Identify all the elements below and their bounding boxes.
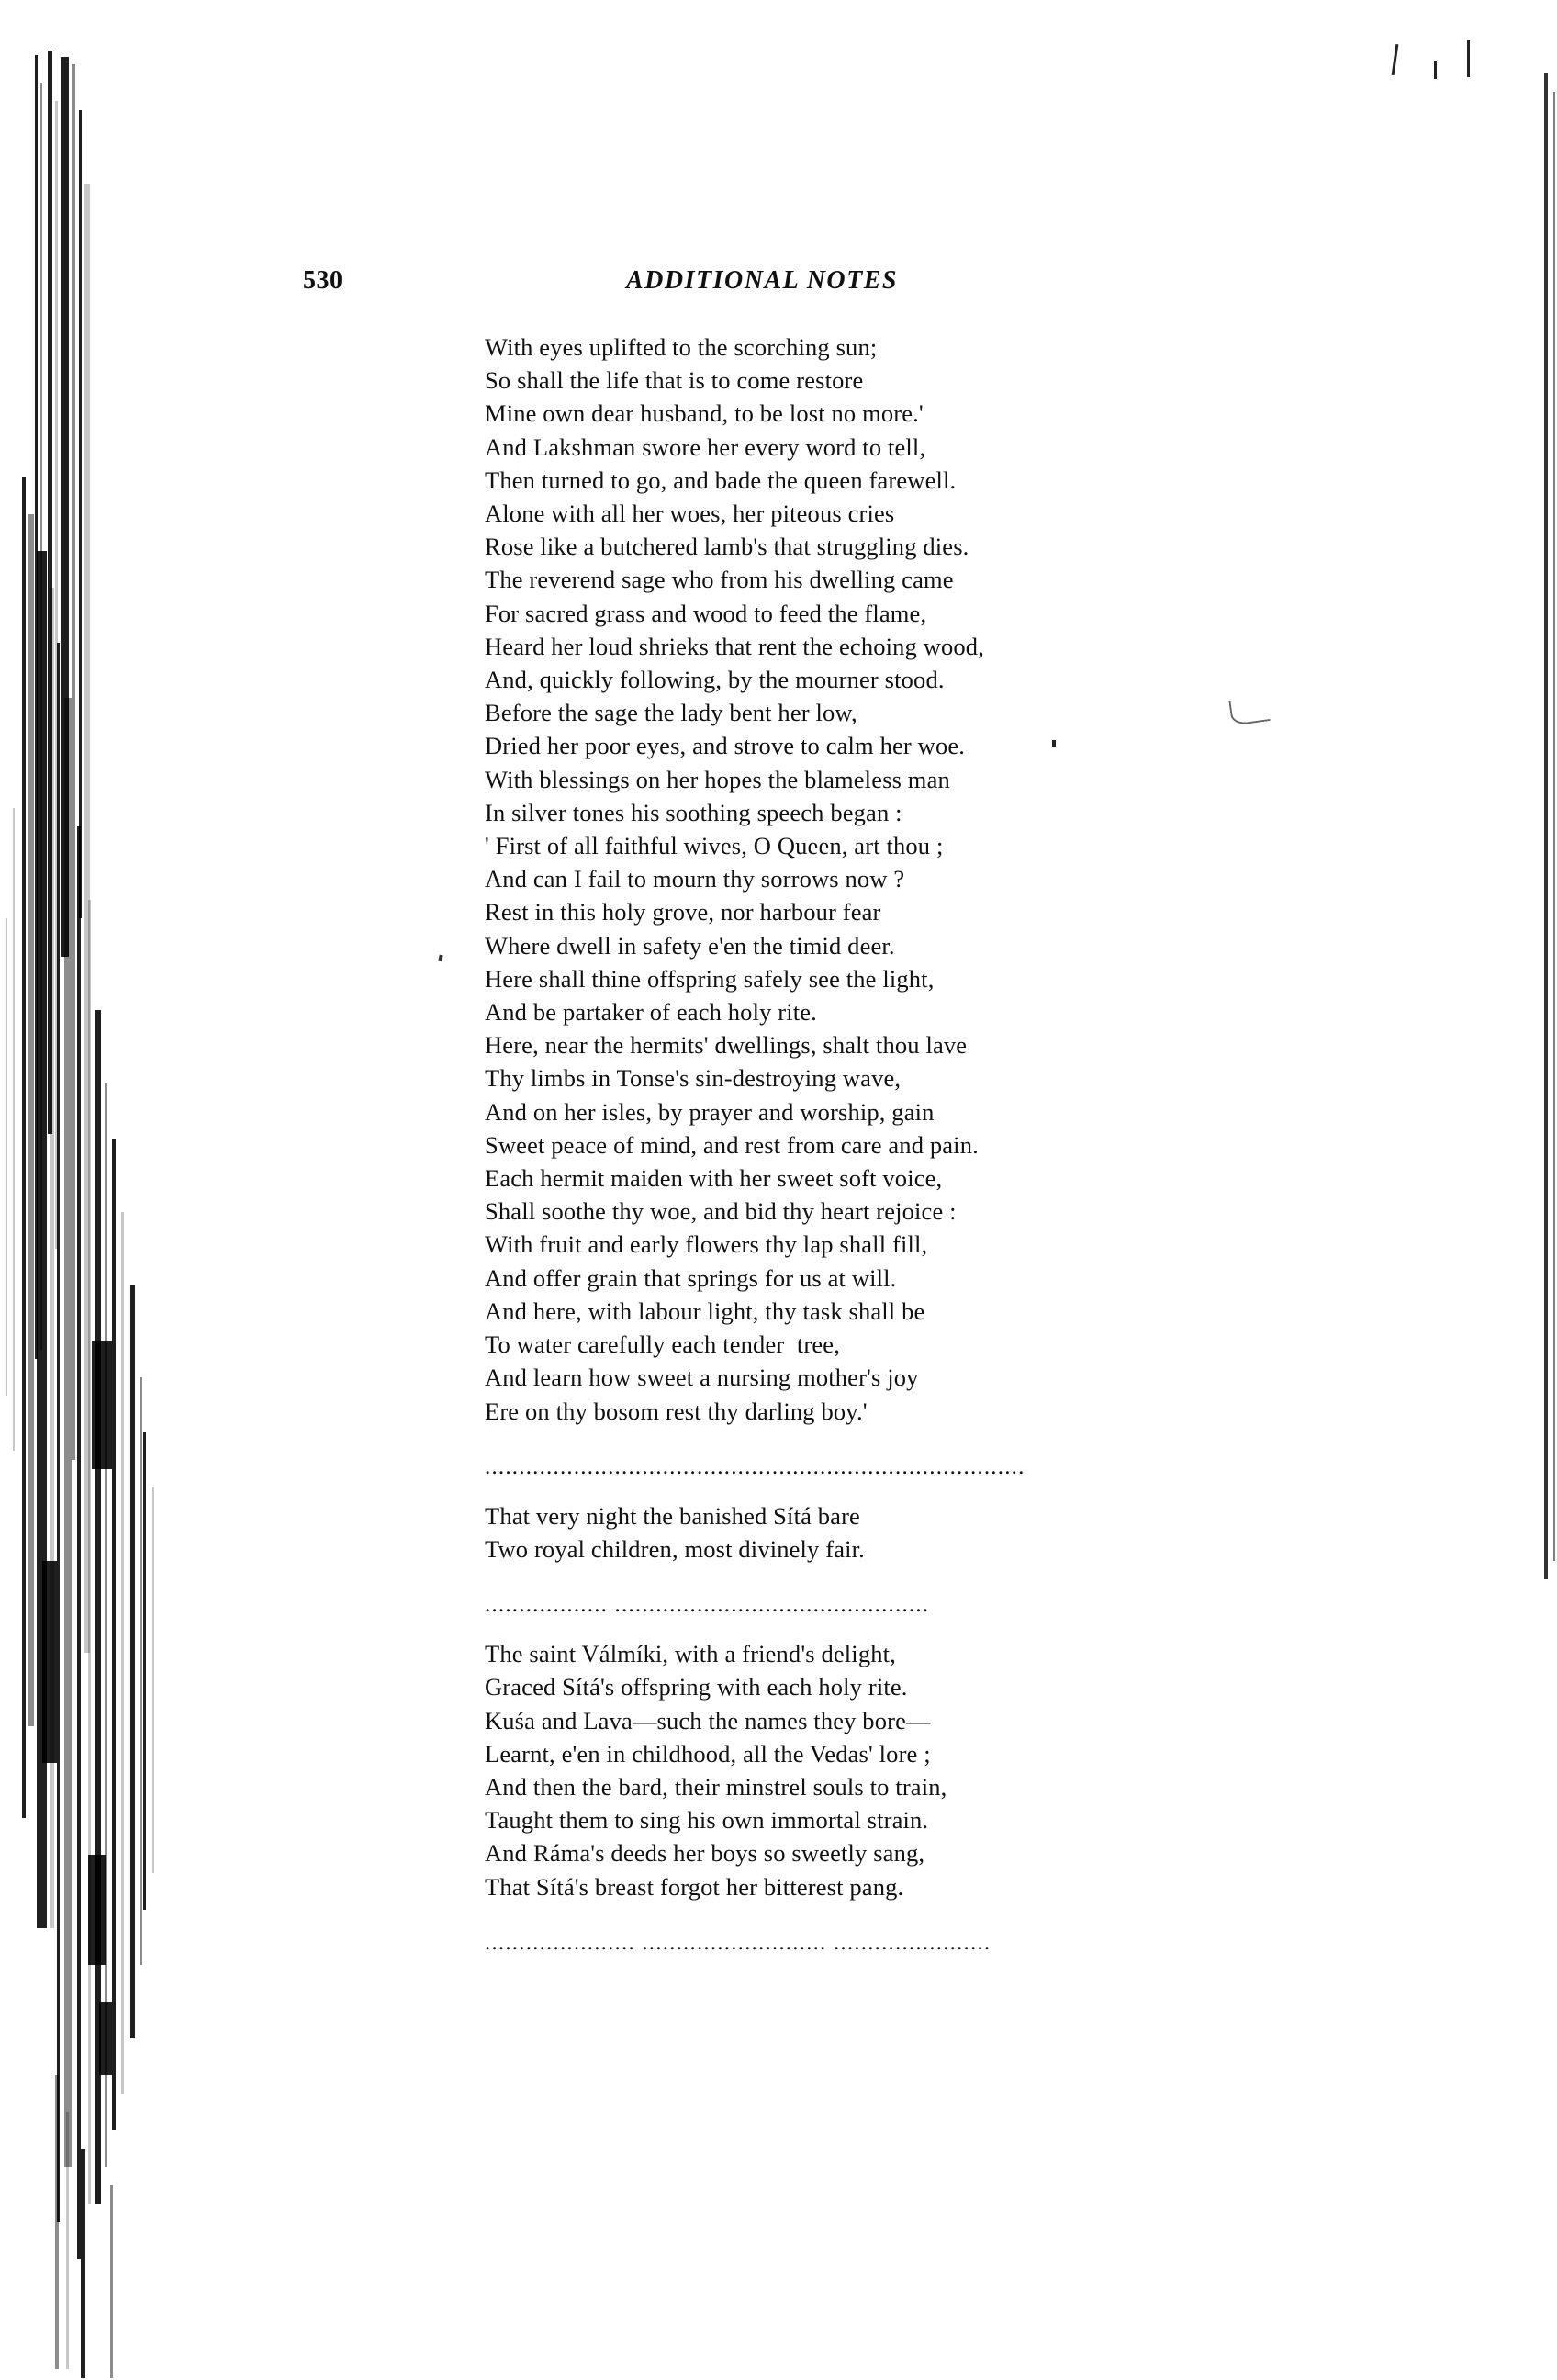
page-number: 530	[303, 266, 343, 295]
verse-line: And Ráma's deeds her boys so sweetly sang,	[485, 1839, 925, 1868]
verse-line: Two royal children, most divinely fair.	[485, 1534, 865, 1563]
verse-line: Before the sage the lady bent her low,	[485, 699, 857, 727]
verse-line: Thy limbs in Tonse's sin-destroying wave,	[485, 1064, 902, 1093]
verse-line: Alone with all her woes, her piteous cries	[485, 500, 895, 528]
verse-line: Ere on thy bosom rest thy darling boy.'	[485, 1397, 868, 1425]
verse-line: Heard her loud shrieks that rent the echoing wood,	[485, 632, 984, 660]
verse-line: Rest in this holy grove, nor harbour fear	[485, 898, 881, 926]
page-header	[303, 266, 1221, 303]
verse-line: And offer grain that springs for us at will.	[485, 1263, 897, 1292]
verse-line: With eyes uplifted to the scorching sun;	[485, 333, 878, 361]
ellipsis-rule: ...................... ........................... .......................	[485, 1929, 991, 1955]
verse-line: And, quickly following, by the mourner stood.	[485, 666, 945, 694]
verse-line: For sacred grass and wood to feed the flame,	[485, 599, 927, 627]
ellipsis-rule: .................. ..............................................	[485, 1592, 930, 1618]
running-head: ADDITIONAL NOTES	[626, 266, 898, 295]
verse-line: With fruit and early flowers thy lap shall fill,	[485, 1230, 928, 1259]
verse-line: So shall the life that is to come restore	[485, 366, 864, 395]
verse-line: That Sítá's breast forgot her bitterest pang.	[485, 1872, 904, 1901]
stanza-first	[485, 331, 1293, 1428]
verse-line: With blessings on her hopes the blameless man	[485, 765, 950, 793]
verse-line: Rose like a butchered lamb's that struggling dies.	[485, 533, 969, 561]
stray-ink-mark	[1052, 740, 1056, 747]
verse-line: And learn how sweet a nursing mother's joy	[485, 1364, 919, 1392]
verse-line: Where dwell in safety e'en the timid deer.	[485, 931, 895, 960]
verse-line: And then the bard, their minstrel souls to train,	[485, 1772, 947, 1801]
stanza-third	[485, 1637, 1293, 1903]
verse-line: Dried her poor eyes, and strove to calm her woe.	[485, 732, 966, 760]
verse-line: And be partaker of each holy rite.	[485, 998, 817, 1027]
verse-line: Then turned to go, and bade the queen farewell.	[485, 466, 957, 494]
verse-line: Here shall thine offspring safely see the light,	[485, 964, 935, 993]
verse-line: Kuśa and Lava—such the names they bore—	[485, 1706, 931, 1734]
verse-line: Shall soothe thy woe, and bid thy heart rejoice :	[485, 1197, 957, 1226]
verse-line: The reverend sage who from his dwelling came	[485, 566, 954, 594]
verse-line: And can I fail to mourn thy sorrows now ?	[485, 865, 905, 893]
stanza-second	[485, 1499, 1293, 1566]
verse-line: Each hermit maiden with her sweet soft voice,	[485, 1164, 943, 1193]
verse-line: Sweet peace of mind, and rest from care and pain.	[485, 1130, 979, 1159]
verse-line: And here, with labour light, thy task shall be	[485, 1297, 925, 1325]
verse-line: In silver tones his soothing speech began :	[485, 798, 902, 826]
stray-ink-mark	[438, 955, 442, 962]
verse-line: To water carefully each tender tree,	[485, 1330, 840, 1359]
verse-line: The saint Válmíki, with a friend's delight,	[485, 1640, 896, 1668]
verse-line: That very night the banished Sítá bare	[485, 1501, 860, 1530]
pen-mark	[1228, 695, 1270, 726]
verse-line: Learnt, e'en in childhood, all the Vedas' lore ;	[485, 1739, 931, 1768]
verse-line: ' First of all faithful wives, O Queen, art thou ;	[485, 832, 944, 860]
verse-line: Mine own dear husband, to be lost no more.'	[485, 399, 924, 428]
verse-line: Graced Sítá's offspring with each holy rite.	[485, 1673, 908, 1701]
poem-body	[485, 331, 1293, 1975]
verse-line: And on her isles, by prayer and worship, gain	[485, 1097, 935, 1126]
verse-line: Taught them to sing his own immortal strain.	[485, 1806, 929, 1835]
ellipsis-rule: ...............................................................................	[485, 1454, 1025, 1479]
verse-line: And Lakshman swore her every word to tell,	[485, 432, 926, 461]
verse-line: Here, near the hermits' dwellings, shalt thou lave	[485, 1031, 968, 1060]
